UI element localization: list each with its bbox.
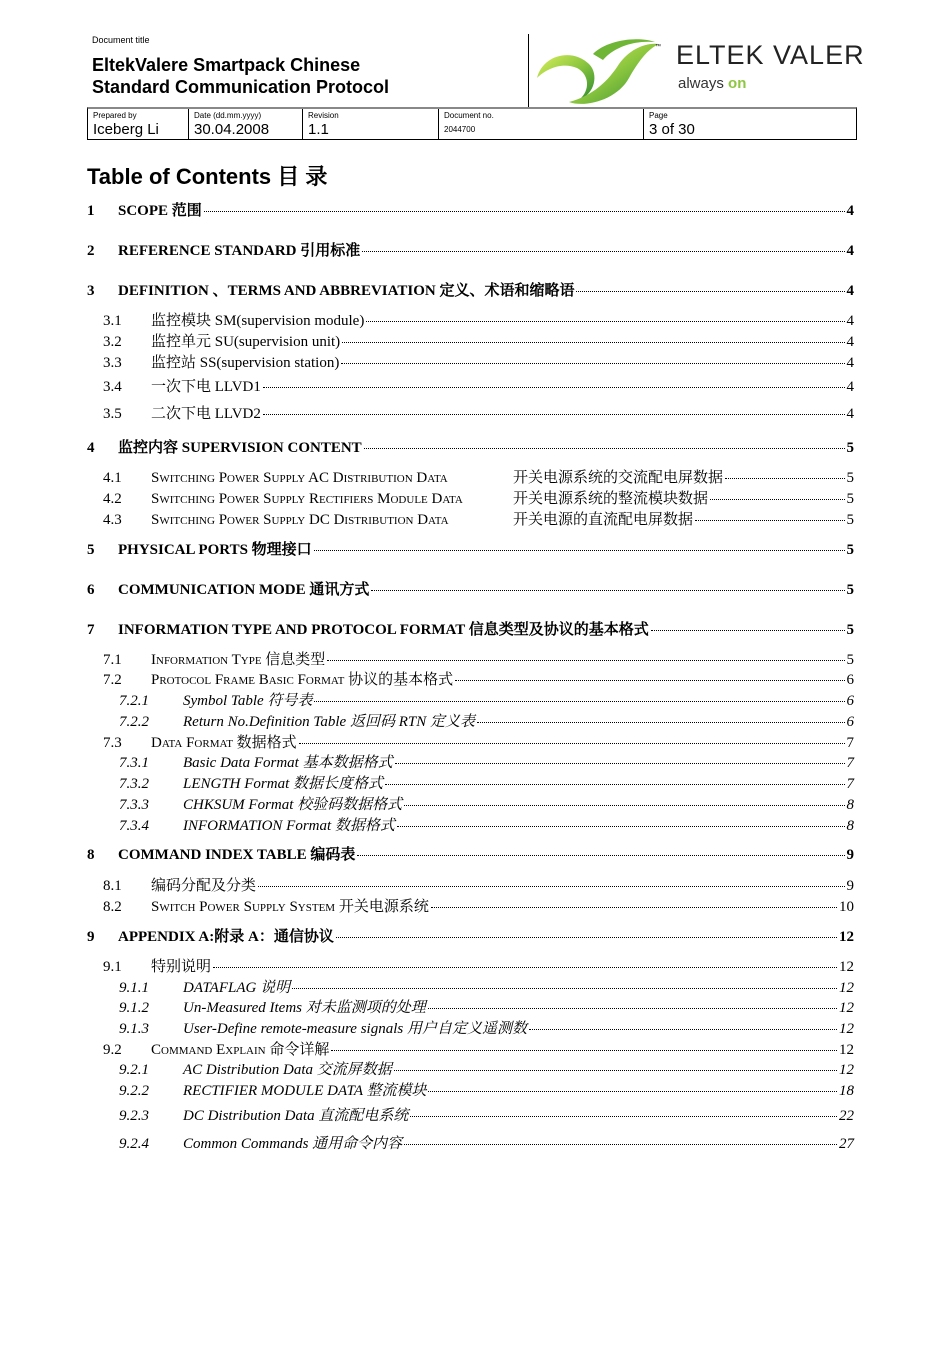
toc-leader (342, 342, 844, 343)
toc-num: 9.1.2 (119, 1000, 149, 1016)
toc-num: 9.1 (103, 959, 122, 975)
toc-leader (529, 1029, 837, 1030)
toc-text: INFORMATION Format 数据格式 (183, 818, 395, 834)
toc-page: 5 (846, 622, 854, 638)
toc-entry[interactable] (87, 508, 854, 529)
toc-title: Table of Contents 目 录 (87, 164, 328, 189)
meta-page (644, 109, 856, 140)
toc-entry[interactable] (87, 895, 854, 916)
toc-page: 12 (839, 1021, 854, 1037)
toc-entry[interactable] (87, 618, 854, 639)
trademark-mark: ™ (655, 44, 661, 50)
toc-text: PHYSICAL PORTS 物理接口 (118, 542, 312, 558)
toc-entry[interactable] (87, 1017, 854, 1038)
toc-leader (394, 1070, 837, 1071)
toc-text: 监控内容 SUPERVISION CONTENT (118, 440, 362, 456)
toc-text: Basic Data Format 基本数据格式 (183, 755, 393, 771)
header-divider (528, 34, 529, 107)
toc-num: 9.2.3 (119, 1108, 149, 1124)
toc-text: 二次下电 LLVD2 (151, 406, 261, 422)
toc-page: 5 (846, 652, 854, 668)
toc-leader (710, 499, 844, 500)
toc-num: 4 (87, 440, 95, 456)
toc-entry[interactable] (87, 402, 854, 423)
toc-leader (428, 1008, 837, 1009)
meta-page-value: 3 of 30 (649, 121, 695, 138)
toc-text: Switch Power Supply System 开关电源系统 (151, 899, 429, 915)
toc-num: 7.3.1 (119, 755, 149, 771)
toc-page: 12 (839, 980, 854, 996)
toc-num: 8.2 (103, 899, 122, 915)
meta-date-label: Date (dd.mm.yyyy) (194, 111, 262, 120)
toc-page: 4 (846, 355, 854, 371)
document-meta-table (87, 107, 857, 140)
toc-num: 7.3 (103, 735, 122, 751)
toc-page: 5 (846, 542, 854, 558)
toc-page: 9 (846, 878, 854, 894)
toc-entry[interactable] (87, 710, 854, 731)
toc-text: LENGTH Format 数据长度格式 (183, 776, 384, 792)
toc-text-cn: 开关电源系统的交流配电屏数据 (513, 470, 724, 486)
toc-page: 7 (846, 776, 854, 792)
meta-revision-label: Revision (308, 111, 339, 120)
toc-page: 6 (846, 714, 854, 730)
toc-entry[interactable] (87, 578, 854, 599)
toc-page: 8 (846, 818, 854, 834)
toc-entry[interactable] (87, 925, 854, 946)
toc-entry[interactable] (87, 814, 854, 835)
toc-leader (327, 660, 844, 661)
meta-prepared-value: Iceberg Li (93, 121, 159, 138)
toc-entry[interactable] (87, 996, 854, 1017)
toc-num: 7.2.2 (119, 714, 149, 730)
toc-entry[interactable] (87, 689, 854, 710)
meta-date (189, 109, 303, 140)
toc-page: 12 (839, 929, 854, 945)
toc-page: 12 (839, 1062, 854, 1078)
toc-entry[interactable] (87, 351, 854, 372)
toc-text: COMMAND INDEX TABLE 编码表 (118, 847, 356, 863)
toc-leader (410, 1116, 837, 1117)
toc-num: 7.2 (103, 672, 122, 688)
toc-leader (357, 855, 844, 856)
toc-entry[interactable] (87, 309, 854, 330)
toc-leader (364, 448, 845, 449)
toc-text: 监控模块 SM(supervision module) (151, 313, 365, 329)
toc-leader (404, 1144, 837, 1145)
toc-entry[interactable] (87, 1038, 854, 1059)
toc-num: 7.3.3 (119, 797, 149, 813)
toc-num: 5 (87, 542, 95, 558)
toc-page: 4 (846, 313, 854, 329)
toc-page: 6 (846, 672, 854, 688)
toc-leader (263, 387, 845, 388)
toc-page: 4 (846, 379, 854, 395)
toc-entry[interactable] (87, 1079, 854, 1100)
toc-num: 9.2 (103, 1042, 122, 1058)
toc-entry[interactable] (87, 731, 854, 752)
toc-text: Return No.Definition Table 返回码 RTN 定义表 (183, 714, 475, 730)
toc-entry[interactable] (87, 538, 854, 559)
toc-page: 9 (846, 847, 854, 863)
toc-text: Command Explain 命令详解 (151, 1042, 330, 1058)
toc-text: AC Distribution Data 交流屏数据 (183, 1062, 392, 1078)
toc-page: 5 (846, 512, 854, 528)
toc-text: Common Commands 通用命令内容 (183, 1136, 403, 1152)
toc-page: 7 (846, 735, 854, 751)
toc-page: 10 (839, 899, 854, 915)
doc-title-line2: Standard Communication Protocol (92, 77, 390, 97)
toc-leader (651, 630, 845, 631)
meta-revision-value: 1.1 (308, 121, 329, 138)
toc-text: APPENDIX A:附录 A：通信协议 (118, 929, 334, 945)
toc-num: 9.2.2 (119, 1083, 149, 1099)
toc-text-cn: 开关电源的直流配电屏数据 (513, 512, 694, 528)
brand-name: ELTEK VALER (676, 40, 865, 70)
toc-entry[interactable] (87, 976, 854, 997)
toc-entry[interactable] (87, 375, 854, 396)
toc-leader (576, 291, 844, 292)
toc-num: 3.5 (103, 406, 122, 422)
toc-page: 6 (846, 693, 854, 709)
toc-leader (428, 1091, 837, 1092)
toc-page: 4 (846, 283, 854, 299)
meta-docno-value: 2044700 (444, 125, 476, 134)
meta-date-value: 30.04.2008 (194, 121, 270, 138)
toc-page: 4 (846, 243, 854, 259)
meta-docno (439, 109, 644, 140)
toc-entry[interactable] (87, 199, 854, 220)
toc-page: 5 (846, 491, 854, 507)
toc-text: 一次下电 LLVD1 (151, 379, 261, 395)
toc-page: 12 (839, 959, 854, 975)
toc-num: 1 (87, 203, 95, 219)
toc-num: 7.3.2 (119, 776, 149, 792)
toc-num: 4.1 (103, 470, 122, 486)
meta-docno-label: Document no. (444, 111, 494, 120)
toc-text: REFERENCE STANDARD 引用标准 (118, 243, 361, 259)
toc-leader (331, 1050, 837, 1051)
toc-num: 9.2.1 (119, 1062, 149, 1078)
toc-text: Switching Power Supply Rectifiers Module Data (151, 491, 463, 507)
toc-entry[interactable] (87, 793, 854, 814)
doc-title-line1: EltekValere Smartpack Chinese (92, 55, 361, 75)
toc-leader (455, 680, 844, 681)
toc-leader (258, 886, 844, 887)
toc-leader (299, 743, 845, 744)
toc-text-cn: 开关电源系统的整流模块数据 (513, 491, 709, 507)
toc-text: Switching Power Supply DC Distribution Data (151, 512, 449, 528)
toc-entry[interactable] (87, 239, 854, 260)
toc-text: Symbol Table 符号表 (183, 693, 313, 709)
toc-text: 监控单元 SU(supervision unit) (151, 334, 341, 350)
toc-page: 12 (839, 1000, 854, 1016)
toc-entry[interactable] (87, 772, 854, 793)
toc-num: 3.1 (103, 313, 122, 329)
toc-text: Un-Measured Items 对未监测项的处理 (183, 1000, 426, 1016)
toc-page: 4 (846, 334, 854, 350)
toc-entry[interactable] (87, 1104, 854, 1125)
toc-leader (695, 520, 844, 521)
toc-text: Protocol Frame Basic Format 协议的基本格式 (151, 672, 454, 688)
toc-num: 8.1 (103, 878, 122, 894)
toc-num: 3.3 (103, 355, 122, 371)
meta-revision (303, 109, 439, 140)
toc-leader (725, 478, 844, 479)
meta-page-label: Page (649, 111, 668, 120)
toc-text: 监控站 SS(supervision station) (151, 355, 340, 371)
toc-entry[interactable] (87, 668, 854, 689)
toc-leader (341, 363, 844, 364)
toc-page: 4 (846, 203, 854, 219)
toc-num: 9.2.4 (119, 1136, 149, 1152)
tagline-suffix: on (728, 75, 747, 92)
toc-num: 7.3.4 (119, 818, 149, 834)
toc-num: 4.3 (103, 512, 122, 528)
toc-entry[interactable] (87, 874, 854, 895)
toc-num: 7.2.1 (119, 693, 149, 709)
doc-title-label: Document title (92, 35, 150, 45)
toc-page: 12 (839, 1042, 854, 1058)
toc-leader (292, 988, 837, 989)
toc-entry[interactable] (87, 436, 854, 457)
toc-entry[interactable] (87, 330, 854, 351)
meta-prepared-label: Prepared by (93, 111, 137, 120)
toc-text: 编码分配及分类 (151, 878, 257, 894)
toc-leader (404, 805, 844, 806)
toc-page: 5 (846, 470, 854, 486)
toc-text: Switching Power Supply AC Distribution Data (151, 470, 448, 486)
toc-num: 3 (87, 283, 95, 299)
toc-text: COMMUNICATION MODE 通讯方式 (118, 582, 370, 598)
toc-leader (336, 937, 837, 938)
toc-text: SCOPE 范围 (118, 203, 202, 219)
toc-leader (385, 784, 844, 785)
toc-num: 9.1.3 (119, 1021, 149, 1037)
toc-leader (366, 321, 844, 322)
toc-text: Data Format 数据格式 (151, 735, 297, 751)
meta-prepared (88, 109, 189, 140)
toc-entry[interactable] (87, 466, 854, 487)
toc-num: 9 (87, 929, 95, 945)
toc-page: 8 (846, 797, 854, 813)
toc-page: 7 (846, 755, 854, 771)
toc-text: CHKSUM Format 校验码数据格式 (183, 797, 403, 813)
toc-text: RECTIFIER MODULE DATA 整流模块 (183, 1083, 427, 1099)
brand-tagline (678, 75, 746, 92)
toc-entry[interactable] (87, 1132, 854, 1153)
toc-entry[interactable] (87, 487, 854, 508)
toc-entry[interactable] (87, 751, 854, 772)
toc-page: 5 (846, 582, 854, 598)
toc-text: 特别说明 (151, 959, 212, 975)
toc-leader (314, 550, 845, 551)
toc-leader (204, 211, 845, 212)
toc-entry[interactable] (87, 648, 854, 669)
toc-entry[interactable] (87, 279, 854, 300)
toc-leader (477, 722, 845, 723)
toc-page: 5 (846, 440, 854, 456)
toc-page: 27 (839, 1136, 854, 1152)
toc-entry[interactable] (87, 843, 854, 864)
toc-leader (431, 907, 837, 908)
toc-text: INFORMATION TYPE AND PROTOCOL FORMAT 信息类型及协议的基本格式 (118, 622, 649, 638)
toc-num: 8 (87, 847, 95, 863)
toc-num: 7.1 (103, 652, 122, 668)
toc-text: Information Type 信息类型 (151, 652, 326, 668)
toc-num: 7 (87, 622, 95, 638)
toc-text: DEFINITION 、TERMS AND ABBREVIATION 定义、术语和缩略语 (118, 283, 575, 299)
toc-page: 22 (839, 1108, 854, 1124)
toc-leader (397, 826, 845, 827)
toc-num: 3.2 (103, 334, 122, 350)
toc-num: 2 (87, 243, 95, 259)
toc-num: 9.1.1 (119, 980, 149, 996)
toc-page: 18 (839, 1083, 854, 1099)
toc-text: DC Distribution Data 直流配电系统 (183, 1108, 409, 1124)
toc-leader (213, 967, 837, 968)
toc-leader (263, 414, 845, 415)
toc-entry[interactable] (87, 955, 854, 976)
eltek-swoosh-logo-icon (533, 34, 661, 108)
tagline-prefix: always (678, 75, 729, 92)
doc-title (92, 54, 522, 98)
toc-num: 6 (87, 582, 95, 598)
toc-page: 4 (846, 406, 854, 422)
toc-leader (362, 251, 844, 252)
toc-entry[interactable] (87, 1058, 854, 1079)
toc-leader (371, 590, 844, 591)
toc-leader (395, 763, 845, 764)
toc-num: 3.4 (103, 379, 122, 395)
toc-num: 4.2 (103, 491, 122, 507)
toc-leader (314, 701, 844, 702)
toc-text: DATAFLAG 说明 (183, 980, 291, 996)
toc-text: User-Define remote-measure signals 用户自定义遥测数 (183, 1021, 527, 1037)
